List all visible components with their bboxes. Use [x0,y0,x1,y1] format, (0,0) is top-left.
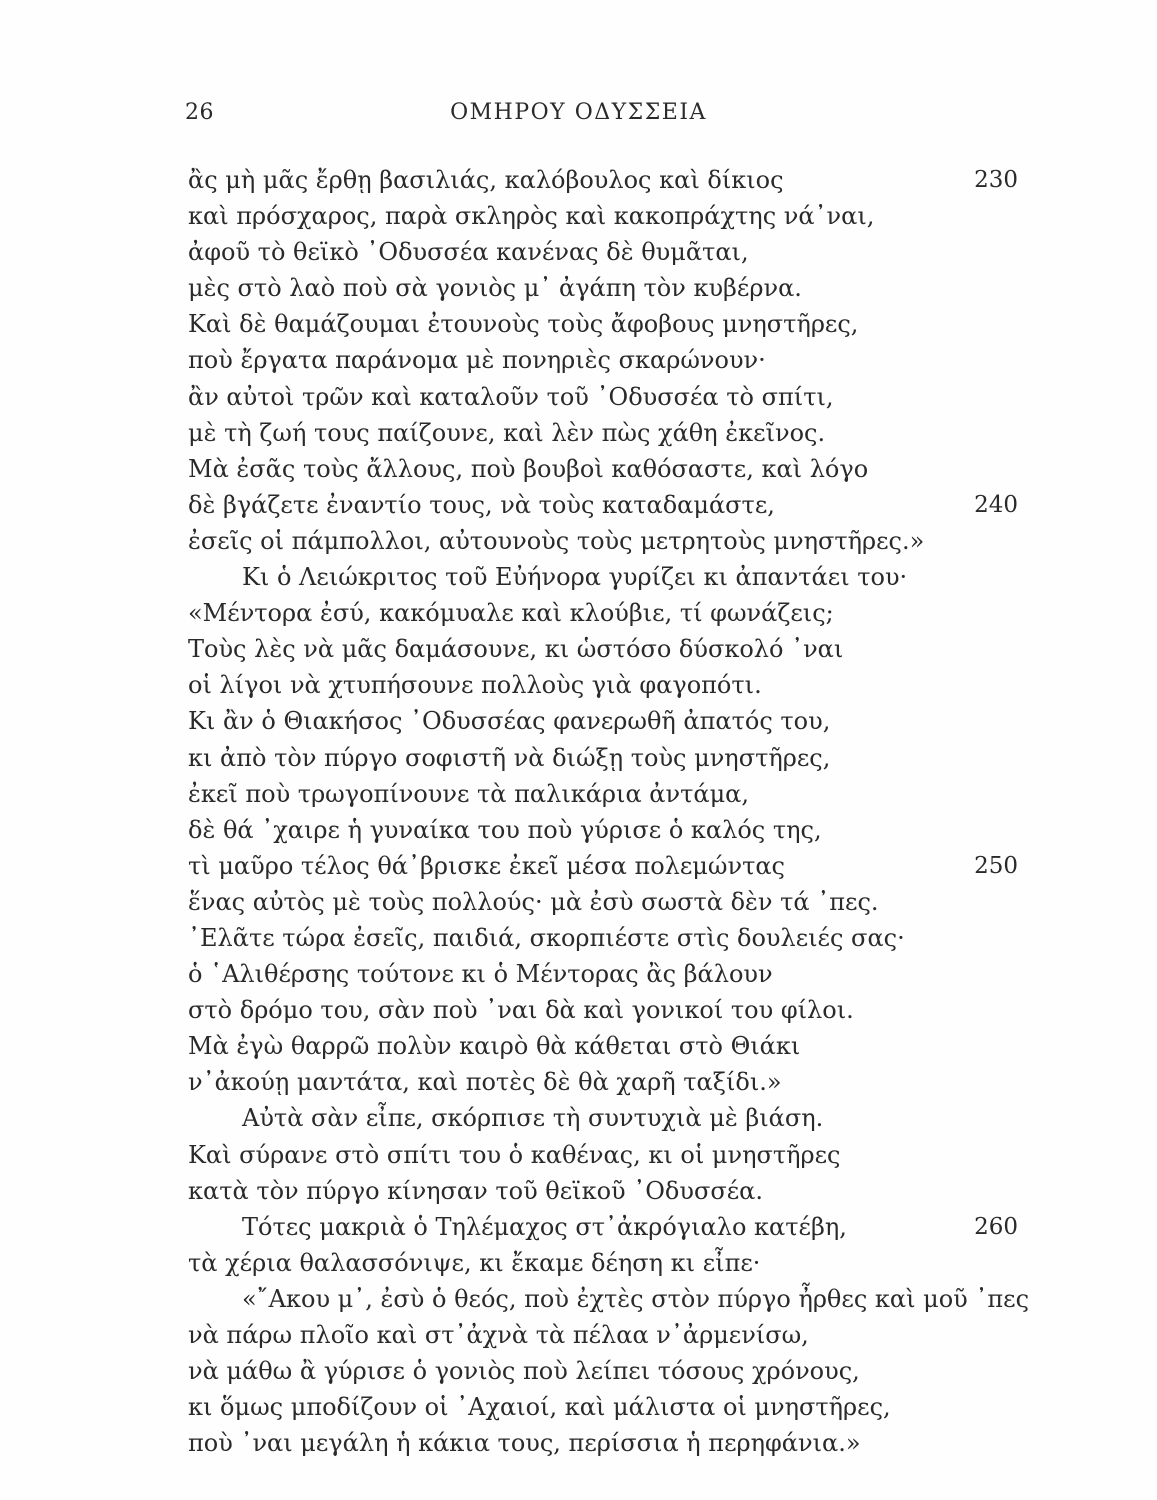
verse-line [188,270,1018,306]
verse-line [188,956,1018,992]
verse-line [188,1173,1018,1209]
verse-line [188,487,1018,523]
verse-line [188,1425,1018,1461]
verse-line-text: οἱ λίγοι νὰ χτυπήσουνε πολλοὺς γιὰ φαγοπότι. [188,671,762,700]
verse-line-text: κι ὅμως μποδίζουν οἱ ᾽Αχαιοί, καὶ μάλιστα οἱ μνηστῆρες, [188,1393,891,1422]
verse-line-text: κι ἀπὸ τὸν πύργο σοφιστῆ νὰ διώξῃ τοὺς μνηστῆρες, [188,743,831,772]
verse-line [188,1064,1018,1100]
verse-line-text: «Μέντορα ἐσύ, κακόμυαλε καὶ κλούβιε, τί φωνάζεις; [188,599,834,628]
verse-line-text: Αὐτὰ σὰν εἶπε, σκόρπισε τὴ συντυχιὰ μὲ βιάση. [242,1104,824,1133]
verse-line [188,162,1018,198]
verse-line-text: μὲ τὴ ζωή τους παίζουνε, καὶ λὲν πὼς χάθη ἐκεῖνος. [188,418,826,447]
verse-line-text: ὁ ῾Αλιθέρσης τούτονε κι ὁ Μέντορας ἂς βάλουν [188,960,773,989]
verse-line-text: Μὰ ἐσᾶς τοὺς ἄλλους, ποὺ βουβοὶ καθόσαστε, καὶ λόγο [188,454,869,483]
verse-line [188,848,1018,884]
verse-line [188,523,1018,559]
verse-line [188,559,1018,595]
verse-line-text: ν᾽ἀκούῃ μαντάτα, καὶ ποτὲς δὲ θὰ χαρῆ ταξίδι.» [188,1068,782,1097]
line-number: 250 [974,852,1018,879]
verse-line-text: Κι ἂν ὁ Θιακήσος ᾽Οδυσσέας φανερωθῆ ἀπατός του, [188,707,831,736]
verse-line [188,1028,1018,1064]
verse-line-text: Καὶ δὲ θαμάζουμαι ἐτουνοὺς τοὺς ἄφοβους μνηστῆρες, [188,310,859,339]
verse-line [188,884,1018,920]
verse-line [188,1245,1018,1281]
verse-line [188,1281,1030,1317]
line-number: 230 [974,167,1018,193]
verse-line [188,1353,1018,1389]
verse-line-text: στὸ δρόμο του, σὰν ποὺ ᾽ναι δὰ καὶ γονικοί του φίλοι. [188,996,854,1025]
verse-line-text: Καὶ σύρανε στὸ σπίτι του ὁ καθένας, κι οἱ μνηστῆρες [188,1140,841,1169]
verse-line-text: νὰ πάρω πλοῖο καὶ στ᾽ἀχνὰ τὰ πέλαα ν᾽ἀρμενίσω, [188,1321,809,1349]
verse-line-text: ἂς μὴ μᾶς ἔρθῃ βασιλιάς, καλόβουλος καὶ δίκιος [188,166,784,194]
verse-line [188,1137,1018,1173]
verse-line [188,992,1018,1028]
verse-line-text: ἐσεῖς οἱ πάμπολλοι, αὐτουνοὺς τοὺς μετρητοὺς μνηστῆρες.» [188,526,925,555]
verse-line-text: ἀφοῦ τὸ θεϊκὸ ᾽Οδυσσέα κανένας δὲ θυμᾶται, [188,238,749,267]
verse-line [188,595,1018,631]
verse-line-text: δὲ βγάζετε ἐναντίο τους, νὰ τοὺς καταδαμάστε, [188,490,775,519]
verse-line-text: Τοὺς λὲς νὰ μᾶς δαμάσουνε, κι ὡστόσο δύσκολό ᾽ναι [188,635,844,664]
verse-line [188,920,1018,956]
verse-line [188,1317,1018,1353]
verse-line [188,1209,1018,1245]
verse-line-text: δὲ θά ᾽χαιρε ἡ γυναίκα του ποὺ γύρισε ὁ καλός της, [188,815,822,844]
verse-line-text: νὰ μάθω ἂ γύρισε ὁ γονιὸς ποὺ λείπει τόσους χρόνους, [188,1357,860,1386]
verse-line [188,234,1018,270]
verse-line-text: καὶ πρόσχαρος, παρὰ σκληρὸς καὶ κακοπράχτης νά᾽ναι, [188,202,875,231]
running-title: ΟΜΗΡΟΥ ΟΔΥΣΣΕΙΑ [450,100,707,125]
verse-line-text: ἐκεῖ ποὺ τρωγοπίνουνε τὰ παλικάρια ἀντάμα, [188,779,749,808]
verse-line-text: τὶ μαῦρο τέλος θά᾽βρισκε ἐκεῖ μέσα πολεμώντας [188,851,785,880]
verse-line [188,667,1018,703]
verse-line [188,379,1018,415]
page-number: 26 [185,100,214,125]
verse-text-block [188,162,1030,1461]
verse-line [188,1100,1018,1136]
line-number: 260 [974,1213,1018,1240]
verse-line [188,451,1018,487]
verse-line-text: Τότες μακριὰ ὁ Τηλέμαχος στ᾽ἀκρόγιαλο κατέβη, [242,1212,847,1241]
verse-line-text: μὲς στὸ λαὸ ποὺ σὰ γονιὸς μ᾽ ἀγάπη τὸν κυβέρνα. [188,274,802,303]
verse-line [188,703,1018,739]
verse-line-text: ἂν αὐτοὶ τρῶν καὶ καταλοῦν τοῦ ᾽Οδυσσέα τὸ σπίτι, [188,382,834,411]
verse-line [188,415,1018,451]
verse-line-text: τὰ χέρια θαλασσόνιψε, κι ἔκαμε δέηση κι εἶπε· [188,1248,761,1277]
verse-line [188,812,1018,848]
verse-line [188,1389,1018,1425]
verse-line [188,740,1018,776]
verse-line-text: ποὺ ἔργατα παράνομα μὲ πονηριὲς σκαρώνουν· [188,346,766,375]
verse-line-text: κατὰ τὸν πύργο κίνησαν τοῦ θεϊκοῦ ᾽Οδυσσέα. [188,1176,764,1205]
verse-line [188,631,1018,667]
verse-line-text: ἕνας αὐτὸς μὲ τοὺς πολλούς· μὰ ἐσὺ σωστὰ δὲν τά ᾽πες. [188,887,879,916]
verse-line [188,198,1018,234]
verse-line-text: ᾽Ελᾶτε τώρα ἐσεῖς, παιδιά, σκορπιέστε στὶς δουλειές σας· [188,923,905,952]
verse-line [188,776,1018,812]
verse-line-text: ποὺ ᾽ναι μεγάλη ἡ κάκια τους, περίσσια ἡ περηφάνια.» [188,1429,861,1458]
verse-line [188,342,1018,378]
verse-line-text: Μὰ ἐγὼ θαρρῶ πολὺν καιρὸ θὰ κάθεται στὸ Θιάκι [188,1032,801,1061]
line-number: 240 [974,491,1018,518]
verse-line-text: «῎Ακου μ᾽, ἐσὺ ὁ θεός, ποὺ ἐχτὲς στὸν πύργο ἦρθες καὶ μοῦ ᾽πες [242,1284,1030,1313]
verse-line [188,306,1018,342]
verse-line-text: Κι ὁ Λειώκριτος τοῦ Εὐήνορα γυρίζει κι ἀπαντάει του· [242,563,908,592]
